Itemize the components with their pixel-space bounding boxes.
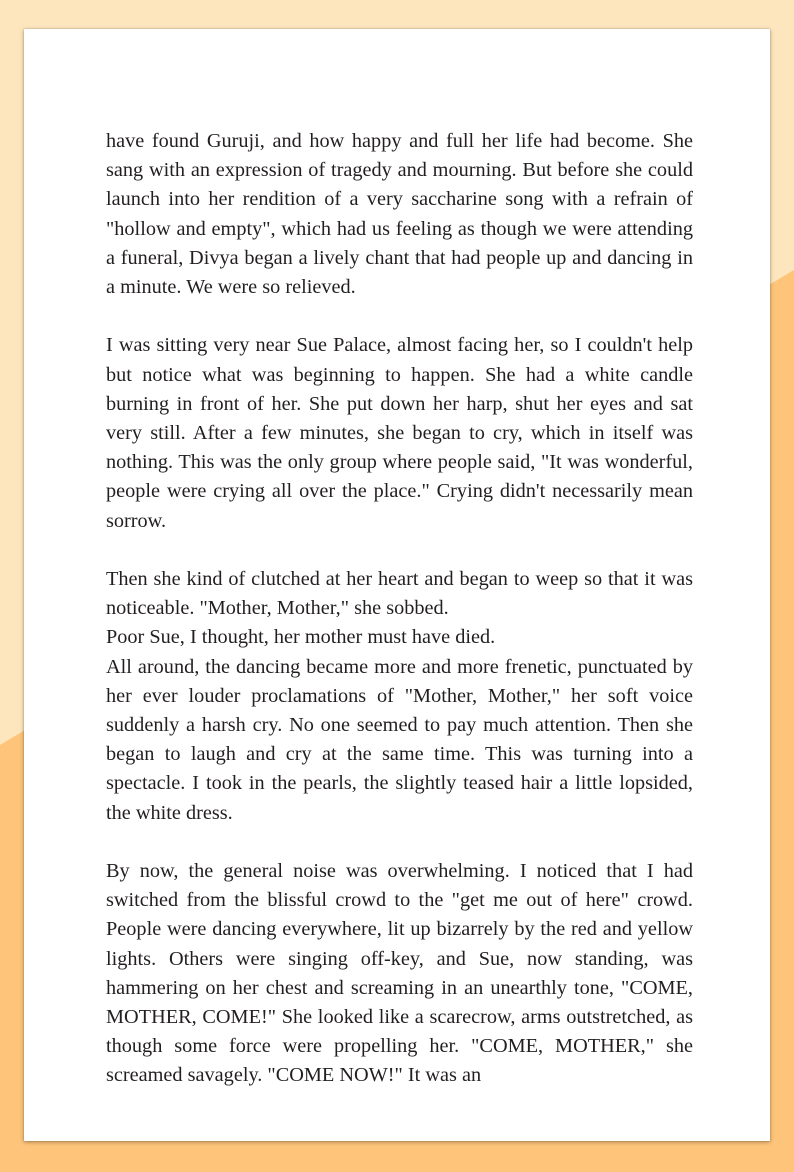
document-page (24, 29, 770, 1141)
paragraph: Poor Sue, I thought, her mother must have died. (106, 626, 496, 649)
document-body (106, 127, 693, 1091)
paragraph-gap (106, 536, 693, 565)
paragraph-gap (106, 828, 693, 857)
paragraph-gap (106, 302, 693, 331)
paragraph: I was sitting very near Sue Palace, almost facing her, so I couldn't help but notice what was beginning to happen. She had a white candle burning in front of her. She put down her harp, shut her eyes and sat very still. After a few minutes, she began to cry, which in itself was nothing. This was the only group where people said, "It was wonderful, people were crying all over the place." Crying didn't necessarily mean sorrow. (106, 334, 693, 532)
paragraph: Then she kind of clutched at her heart and began to weep so that it was noticeable. "Mother, Mother," she sobbed. (106, 568, 693, 620)
paragraph: By now, the general noise was overwhelming. I noticed that I had switched from the blissful crowd to the "get me out of here" crowd. People were dancing everywhere, lit up bizarrely by the red and yellow lights. Others were singing off-key, and Sue, now standing, was hammering on her chest and screaming in an unearthly tone, "COME, MOTHER, COME!" She looked like a scarecrow, arms outstretched, as though some force were propelling her. "COME, MOTHER," she screamed savagely. "COME NOW!" It was an (106, 860, 693, 1087)
paragraph: have found Guruji, and how happy and full her life had become. She sang with an expression of tragedy and mourning. But before she could launch into her rendition of a very saccharine song with a refrain of "hollow and empty", which had us feeling as though we were attending a funeral, Divya began a lively chant that had people up and dancing in a minute. We were so relieved. (106, 130, 693, 299)
paragraph: All around, the dancing became more and more frenetic, punctuated by her ever louder proclamations of "Mother, Mother," her soft voice suddenly a harsh cry. No one seemed to pay much attention. Then she began to laugh and cry at the same time. This was turning into a spectacle. I took in the pearls, the slightly teased hair a little lopsided, the white dress. (106, 655, 693, 824)
